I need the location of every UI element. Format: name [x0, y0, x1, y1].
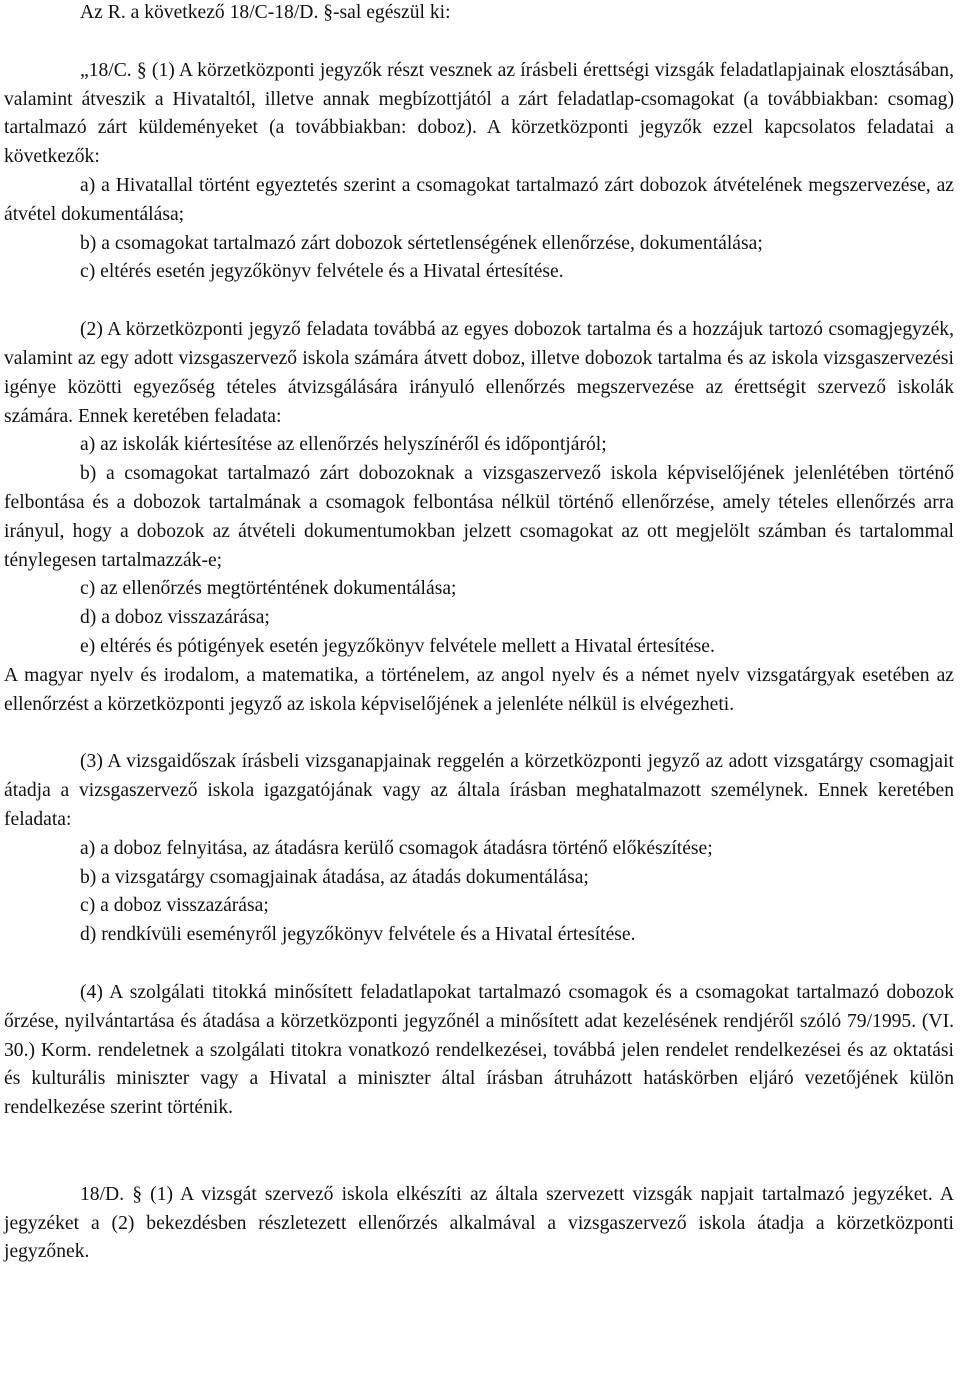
list-item: b) a csomagokat tartalmazó zárt dobozoknak a vizsgaszervező iskola képviselőjének jelenlétében történő felbontása és a dobozok tartalmának a csomagok felbontása nélkül történő ellenőrzése, amely tételes ellenőrzés arra irányul, hogy a dobozok az átvételi dokumentumokban jelzett csomagokat az ott megjelölt számban és tartalommal ténylegesen tartalmazzák-e; [4, 463, 954, 571]
section-18d-paragraph-1: 18/D. § (1) A vizsgát szervező iskola elkészíti az általa szervezett vizsgák napjait tartalmazó jegyzéket. A jegyzéket a (2) bekezdésben részletezett ellenőrzés alkalmával a vizsgaszervező iskola átadja a körzetközponti jegyzőnek. [4, 1183, 954, 1263]
list-item: d) rendkívüli eseményről jegyzőkönyv felvétele és a Hivatal értesítése. [80, 924, 636, 946]
intro-line: Az R. a következő 18/C-18/D. §-sal egészül ki: [80, 2, 451, 23]
list-item: d) a doboz visszazárása; [80, 607, 270, 629]
list-item: a) a doboz felnyitása, az átadásra kerülő csomagok átadásra történő előkészítése; [80, 837, 713, 859]
section-18d [4, 1181, 954, 1267]
list-item: b) a csomagokat tartalmazó zárt dobozok sértetlenségének ellenőrzése, dokumentálása; [80, 232, 763, 254]
list-item: c) eltérés esetén jegyzőkönyv felvétele és a Hivatal értesítése. [80, 261, 564, 283]
list-item: b) a vizsgatárgy csomagjainak átadása, az átadás dokumentálása; [80, 866, 589, 888]
section-18c-paragraph-4: (4) A szolgálati titokká minősített feladatlapokat tartalmazó csomagok és a csomagokat tartalmazó dobozok őrzése, nyilvántartása és átadása a körzetközponti jegyzőnél a minősített adat kezelésének rendjéről szóló 79/1995. (VI. 30.) Korm. rendeletnek a szolgálati titokra vonatkozó rendelkezései, továbbá jelen rendelet rendelkezései és az oktatási és kulturális miniszter vagy a Hivatal a miniszter által írásban átruházott hatáskörben eljáró vezetőjének külön rendelkezése szerint történik. [4, 981, 954, 1119]
list-item: c) a doboz visszazárása; [80, 895, 269, 917]
section-18c-paragraph-1: „18/C. § (1) A körzetközponti jegyzők részt vesznek az írásbeli érettségi vizsgák feladatlapjainak elosztásában, valamint átveszik a Hivataltól, illetve annak megbízottjától a zárt feladatlap-csomagokat (a továbbiakban: csomag) tartalmazó zárt küldeményeket (a továbbiakban: doboz). A körzetközponti jegyzők ezzel kapcsolatos feladatai a következők: [4, 59, 954, 168]
list-item: a) az iskolák kiértesítése az ellenőrzés helyszínéről és időpontjáról; [80, 434, 607, 456]
list-item: c) az ellenőrzés megtörténtének dokumentálása; [80, 578, 457, 600]
list-item: a) a Hivatallal történt egyeztetés szerint a csomagokat tartalmazó zárt dobozok átvételének megszervezése, az átvétel dokumentálása; [4, 174, 954, 225]
section-18c-paragraph-2: (2) A körzetközponti jegyző feladata továbbá az egyes dobozok tartalma és a hozzájuk tartozó csomagjegyzék, valamint az egy adott vizsgaszervező iskola számára átvett doboz, illetve dobozok tartalma és az iskola vizsgaszervezési igénye közötti egyezőség tételes átvizsgálására irányuló ellenőrzés megszervezése az érettségit szervező iskolák számára. Ennek keretében feladata: [4, 319, 954, 427]
list-item: e) eltérés és pótigények esetén jegyzőkönyv felvétele mellett a Hivatal értesítése. [80, 635, 715, 657]
section-18c-paragraph-2-tail: A magyar nyelv és irodalom, a matematika, a történelem, az angol nyelv és a német nyelv vizsgatárgyak esetében az ellenőrzést a körzetközponti jegyző az iskola képviselőjének a jelenléte nélkül is elvégezheti. [4, 664, 954, 715]
section-18c [4, 57, 954, 1123]
section-18c-paragraph-3: (3) A vizsgaidőszak írásbeli vizsganapjainak reggelén a körzetközponti jegyző az adott vizsgatárgy csomagjait átadja a vizsgaszervező iskola igazgatójának vagy az általa írásban meghatalmazott személynek. Ennek keretében feladata: [4, 751, 954, 830]
